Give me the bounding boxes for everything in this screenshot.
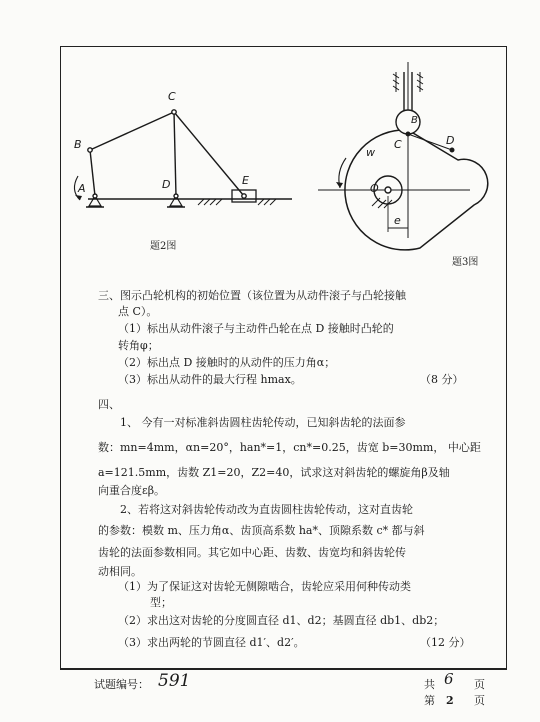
fig3-label-D: D <box>446 134 455 147</box>
section4-q1-line-2: 数：mn=4mm，αn=20°，han*=1，cn*=0.25，齿宽 b=30mm， 中心距 <box>98 441 481 454</box>
fig2-linkage-drawing <box>74 110 292 207</box>
section3-item-1: （1）标出从动件滚子与主动件凸轮在点 D 接触时凸轮的 <box>118 322 394 335</box>
section3-item-2: （2）标出点 D 接触时的从动件的压力角α； <box>118 356 336 369</box>
fig3-cam-drawing <box>318 62 488 250</box>
total-label: 共 <box>424 678 435 691</box>
total-unit: 页 <box>474 678 485 691</box>
fig3-label-O: O <box>370 182 379 195</box>
fig3-label-C: C <box>394 138 402 151</box>
fig2-caption: 题2图 <box>150 241 177 252</box>
exam-code: 591 <box>158 671 191 691</box>
section4-score: （12 分） <box>420 636 471 649</box>
section4-q2-item-3: （3）求出两轮的节圆直径 d1′、d2′。 <box>118 636 305 649</box>
section4-heading: 四、 <box>98 398 120 411</box>
fig2-label-D: D <box>162 178 171 191</box>
section4-q1-line-1: 1、 今有一对标准斜齿圆柱齿轮传动，已知斜齿轮的法面参 <box>120 416 406 429</box>
section3-score: （8 分） <box>420 373 464 386</box>
fig2-label-E: E <box>242 174 249 187</box>
section3-item-1-cont: 转角φ； <box>118 339 159 352</box>
section3-item-3: （3）标出从动件的最大行程 hmax。 <box>118 373 302 386</box>
section4-q2-line-1: 2、若将这对斜齿轮传动改为直齿圆柱齿轮传动，这对直齿轮 <box>120 503 413 516</box>
section4-q2-item-1-cont: 型； <box>150 596 172 609</box>
exam-code-label: 试题编号： <box>94 678 149 691</box>
section4-q2-line-3: 齿轮的法面参数相同。其它如中心距、齿数、齿宽均和斜齿轮传 <box>98 546 406 559</box>
total-pages: 6 <box>444 670 454 688</box>
section3-heading-cont: 点 C）。 <box>118 305 158 318</box>
fig2-label-B: B <box>74 138 82 151</box>
section4-q1-line-4: 向重合度εβ。 <box>98 484 166 497</box>
current-label: 第 <box>424 694 435 707</box>
section4-q2-item-1: （1）为了保证这对齿轮无侧隙啮合，齿轮应采用何种传动类 <box>118 580 411 593</box>
fig2-label-A: A <box>78 182 86 195</box>
current-page: 2 <box>446 694 454 707</box>
section3-heading: 三、图示凸轮机构的初始位置（该位置为从动件滚子与凸轮接触 <box>98 289 406 302</box>
fig2-label-C: C <box>168 90 176 103</box>
fig3-label-B: B <box>411 115 418 126</box>
section4-q2-line-4: 动相同。 <box>98 565 142 578</box>
current-unit: 页 <box>474 694 485 707</box>
fig3-caption: 题3图 <box>452 257 479 268</box>
section4-q2-line-2: 的参数：模数 m、压力角α、齿顶高系数 ha*、顶隙系数 c* 都与斜 <box>98 524 425 537</box>
section4-q1-line-3: a=121.5mm，齿数 Z1=20，Z2=40，试求这对斜齿轮的螺旋角β及轴 <box>98 466 450 479</box>
fig3-label-w: w <box>366 146 375 159</box>
fig3-label-e: e <box>394 214 401 227</box>
section4-q2-item-2: （2）求出这对齿轮的分度圆直径 d1、d2；基圆直径 db1、db2； <box>118 614 445 627</box>
